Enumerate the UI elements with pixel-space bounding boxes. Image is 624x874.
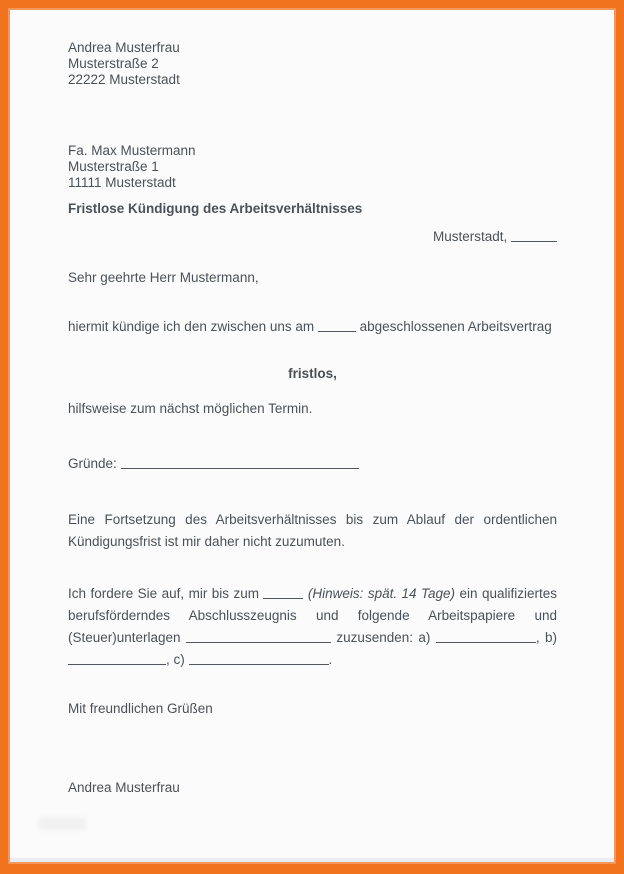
reasons-label: Gründe:	[68, 456, 117, 471]
demand-text-c: , c)	[166, 652, 185, 667]
date-blank-line	[511, 230, 557, 242]
demand-text-middle: ein qualifiziertes berufsförderndes Abschlusszeugnis und folgende Arbeitspapiere und (Steuer)unterlagen	[68, 586, 557, 645]
sender-city: 22222 Musterstadt	[68, 72, 180, 87]
intro-paragraph	[68, 319, 557, 335]
continuation-paragraph: Eine Fortsetzung des Arbeitsverhältnisses bis zum Ablauf der ordentlichen Kündigungsfrist ist mir daher nicht zuzumuten.	[68, 512, 557, 549]
letter-page	[10, 10, 614, 862]
demand-hint-italic: (Hinweis: spät. 14 Tage)	[307, 586, 456, 601]
item-b-blank-line	[68, 653, 166, 665]
closing-greeting: Mit freundlichen Grüßen	[68, 701, 213, 716]
faint-watermark	[38, 817, 86, 830]
contract-date-blank-line	[318, 320, 356, 332]
item-a-blank-line	[436, 631, 536, 643]
demand-text-before: Ich fordere Sie auf, mir bis zum	[68, 586, 259, 601]
reasons-blank-line	[121, 457, 359, 469]
demand-text-zuzusenden: zuzusenden: a)	[336, 630, 431, 645]
date-line	[68, 229, 557, 245]
recipient-city: 11111 Musterstadt	[68, 175, 176, 190]
recipient-street: Musterstraße 1	[68, 159, 159, 174]
demand-paragraph	[68, 583, 557, 671]
sender-address	[68, 40, 557, 88]
deadline-blank-line	[263, 587, 303, 599]
salutation: Sehr geehrte Herr Mustermann,	[68, 270, 259, 285]
signature-name: Andrea Musterfrau	[68, 780, 180, 795]
recipient-address	[68, 143, 557, 191]
item-c-blank-line	[189, 653, 329, 665]
alternative-paragraph: hilfsweise zum nächst möglichen Termin.	[68, 401, 313, 416]
intro-text-after: abgeschlossenen Arbeitsvertrag	[359, 319, 552, 334]
recipient-name: Fa. Max Mustermann	[68, 143, 196, 158]
date-city: Musterstadt,	[432, 229, 508, 244]
reasons-line	[68, 456, 557, 472]
intro-text-before: hiermit kündige ich den zwischen uns am	[68, 319, 315, 334]
emphasis-fristlos: fristlos,	[288, 366, 337, 381]
sender-name: Andrea Musterfrau	[68, 40, 180, 55]
subject-line: Fristlose Kündigung des Arbeitsverhältnisses	[68, 201, 363, 216]
documents-blank-line	[186, 631, 331, 643]
sender-street: Musterstraße 2	[68, 56, 159, 71]
demand-text-period: .	[328, 652, 333, 667]
demand-text-b: , b)	[535, 630, 557, 645]
